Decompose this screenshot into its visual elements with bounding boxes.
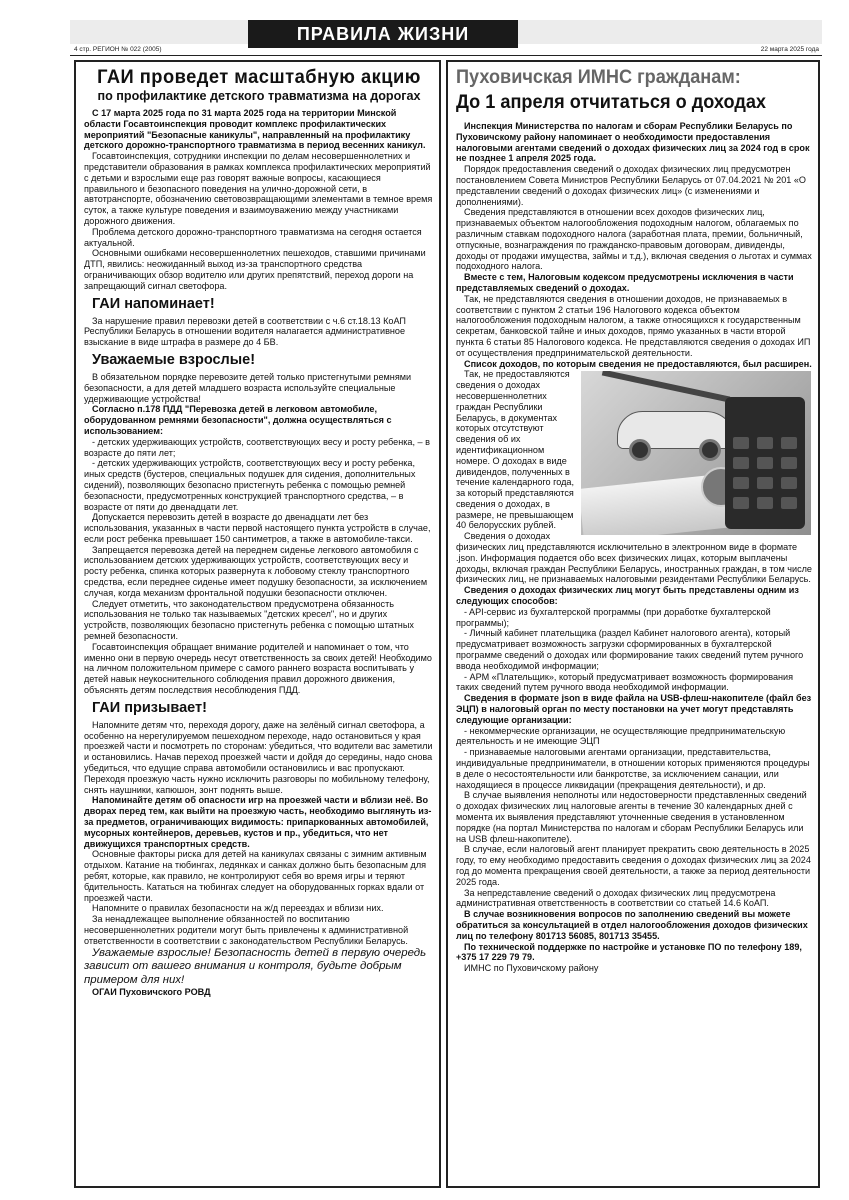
- paragraph: Напоминайте детям об опасности игр на проезжей части и вблизи неё. Во дворах перед тем, как выйти на проезжую часть, необходимо выглянуть из-за предметов, ограничивающих видимость: припаркованных автомобилей, мусорных контейнеров, деревьев, кустов и пр., убедиться, что нет движущихся транспортных средств.: [84, 795, 432, 849]
- paragraph: За ненадлежащее выполнение обязанностей по воспитанию несовершеннолетних родители могут быть привлечены к административной ответственности в соответствии с законодательством Республики Беларусь.: [84, 914, 409, 946]
- paragraph: - признаваемые налоговыми агентами организации, представительства, индивидуальные предприниматели, в отношении которых применяются процедуры в деле о несостоятельности или банкротстве, за исключением санации, или находящиеся в процессе ликвидации (прекращения деятельности), и др.: [456, 747, 810, 790]
- imns-headline: До 1 апреля отчитаться о доходах: [456, 91, 767, 113]
- issue-date: 22 марта 2025 года: [760, 46, 819, 53]
- paragraph: Так, не предоставляются сведения о доходах несовершеннолетних граждан Республики Беларусь, в документах которых отсутствуют сведения об их идентификационном номере. О доходах в виде дивидендов, полученных в течение календарного года, за который представляются сведения о доходах, в размере, не превышающем 40 белорусских рублей.: [456, 369, 574, 531]
- paragraph: Сведения в формате json в виде файла на USB-флеш-накопителе (файл без ЭЦП) в налоговый орган по месту постановки на учет могут представлять следующие организации:: [456, 693, 812, 725]
- paragraph: Проблема детского дорожно-транспортного травматизма на сегодня остается актуальной.: [84, 226, 422, 248]
- paragraph: Госавтоинспекция, сотрудники инспекции по делам несовершеннолетних и представители образования в рамках комплекса профилактических мероприятий с детьми и взрослыми еще раз говорят важные вопросы, касающиеся правильного и безопасного поведения на улично-дорожной сети, в автотранспорте, обозначению световозвращающими элементами в темное время суток, а также культуре поведения и взаимоуважению между участниками дорожного движения.: [84, 151, 433, 226]
- imns-article: [446, 60, 820, 1188]
- paragraph: В случае возникновения вопросов по заполнению сведений вы можете обратиться за консультацией в отдел налогообложения доходов физических лиц по телефону 801713 56085, 801713 35455.: [456, 909, 808, 941]
- paragraph: - детских удерживающих устройств, соответствующих весу и росту ребенка, иных средств (бустеров, специальных подушек для сидения, дополнительных сидений), позволяющих безопасно пристегнуть ребенка с помощью ремней безопасности, предусмотренных конструкцией транспортного средства, – в возрасте от пяти до двенадцати лет.: [84, 458, 416, 512]
- paragraph: За нарушение правил перевозки детей в соответствии с ч.6 ст.18.13 КоАП Республики Беларусь в отношении водителя налагается административное взыскание в виде штрафа в размере до 4 БВ.: [84, 315, 406, 348]
- paragraph: - некоммерческие организации, не осуществляющие предпринимательскую деятельность и не имеющие ЭЦП: [456, 725, 786, 747]
- paragraph: Сведения представляются в отношении всех доходов физических лиц, признаваемых объектом налогообложения подоходным налогом, облагаемых по различным ставкам подоходного налога (заработная плата, премии, больничный, отпускные, вознаграждения по гражданско-правовым договорам, дивиденды, доходы от продажи имущества, займы и т.д.), включая сведения о льготах и суммах подоходного налога.: [456, 207, 812, 272]
- paragraph: В обязательном порядке перевозите детей только пристегнутыми ремнями безопасности, а для детей младшего возраста используйте специальные удерживающие устройства!: [84, 371, 412, 404]
- paragraph: Госавтоинспекция обращает внимание родителей и напоминает о том, что именно они в первую очередь несут ответственность за своих детей! Необходимо на личном положительном примере с самого раннего возраста воспитывать у детей навык неукоснительного соблюдения правил дорожного движения, объяснять детям последствия несоблюдения ПДД.: [84, 641, 432, 696]
- gai-subtitle: по профилактике детского травматизма на дорогах: [97, 89, 421, 103]
- paragraph: Запрещается перевозка детей на переднем сиденье легкового автомобиля с использованием детских удерживающих устройств, соответствующих весу и росту ребенка, спинка которых развернута к лобовому стеклу транспортного средства, если переднее сиденье имеет подушку безопасности, за исключением случая, когда механизм фронтальной подушки безопасности отключен.: [84, 544, 428, 598]
- paragraph: Список доходов, по которым сведения не предоставляются, был расширен.: [464, 358, 812, 369]
- subheading-calls: ГАИ призывает!: [92, 699, 207, 716]
- calculator: [725, 397, 805, 529]
- paragraph: В случае, если налоговый агент планирует прекратить свою деятельность в 2025 году, то ему необходимо предоставить сведения о доходах физических лиц за 2024 год до момента прекращения своей деятельности, а также за период деятельности 2025 года.: [456, 844, 811, 887]
- imns-lead: Инспекция Министерства по налогам и сборам Республики Беларусь по Пуховичскому району напоминает о необходимости предоставления налоговыми агентами сведений о доходах физических лиц за 2024 год в срок не позднее 1 апреля 2025 года.: [456, 121, 810, 164]
- car-wheel: [699, 439, 721, 461]
- header-rule: [70, 55, 822, 56]
- paragraph: Основные факторы риска для детей на каникулах связаны с зимним активным отдыхом. Катание на тюбингах, ледянках и санках должно быть безопасным для ребят, которые, как правило, не контролируют себя во время игры и теряют бдительность. Кататься на тюбингах следует на оборудованных горках вдали от проезжей части.: [84, 849, 427, 903]
- paragraph: - детских удерживающих устройств, соответствующих весу и росту ребенка, – в возрасте до пяти лет;: [84, 436, 430, 458]
- paragraph: Напомните детям что, переходя дорогу, даже на зелёный сигнал светофора, а особенно на нерегулируемом пешеходном переходе, надо остановиться у края проезжей части и посмотреть по сторонам: убедиться, что водители вас заметили и остановились. Начав переход проезжей части и дойдя до середины, надо снова убедиться, что едущие справа автомобили остановились и вас пропускают. Переходя проезжую часть нужно исключить разговоры по мобильному телефону, снять наушники, капюшон, зонт поднять выше.: [84, 719, 433, 795]
- gai-signature: ОГАИ Пуховичского РОВД: [92, 987, 211, 998]
- rubric-title: ПРАВИЛА ЖИЗНИ: [248, 20, 518, 48]
- issue-info: 4 стр. РЕГИОН № 022 (2005): [74, 46, 162, 53]
- paragraph: Напомните о правилах безопасности на ж/д переездах и вблизи них.: [92, 903, 384, 914]
- pen: [602, 371, 730, 402]
- paragraph: - АРМ «Плательщик», который предусматривает возможность формирования таких сведений путем ручного ввода необходимой информации.: [456, 671, 794, 693]
- paragraph: Допускается перевозить детей в возрасте до двенадцати лет без использования, указанных в части первой настоящего пункта устройств в случае, если рост ребенка превышает 150 сантиметров, а также в автомобиле-такси.: [84, 512, 431, 544]
- subheading-adults: Уважаемые взрослые!: [92, 351, 256, 368]
- paragraph: По технической поддержке по настройке и установке ПО по телефону 189, +375 17 229 79 79.: [456, 941, 802, 963]
- paragraph: За непредставление сведений о доходах физических лиц предусмотрена административная ответственность в соответствии со статьей 14.6 КоАП.: [456, 887, 776, 909]
- paragraph: Так, не представляются сведения в отношении доходов, не признаваемых в соответствии с пунктом 2 статьи 196 Налогового кодекса объектом налогообложения подоходным налогом, а также относящихся к государственным секретам, банковской тайне и иных доходов, прямо указанных в части второй пункта 6 статьи 85 Налогового кодекса. Не представляются сведения о доходах ИП от осуществления предпринимательской деятельности.: [456, 293, 811, 358]
- imns-signature: ИМНС по Пуховичскому району: [464, 963, 599, 974]
- gai-title: ГАИ проведет масштабную акцию: [97, 66, 421, 88]
- car-calculator-money-photo: [581, 371, 811, 535]
- paragraph: Следует отметить, что законодательством предусмотрена обязанность использования не только так называемых "детских кресел", но и других устройств, позволяющих безопасно пристегнуть ребенка с помощью штатных ремней безопасности.: [84, 598, 414, 642]
- paragraph: - API-сервис из бухгалтерской программы (при доработке бухгалтерской программы);: [456, 606, 771, 628]
- closing-appeal: Уважаемые взрослые! Безопасность детей в первую очередь зависит от вашего внимания и контроля, будьте добрым примером для них!: [84, 946, 427, 986]
- imns-title: Пуховичская ИМНС гражданам:: [456, 66, 741, 88]
- car-wheel: [629, 439, 651, 461]
- subheading-reminds: ГАИ напоминает!: [92, 295, 215, 312]
- gai-lead: С 17 марта 2025 года по 31 марта 2025 года на территории Минской области Госавтоинспекция проводит комплекс профилактических мероприятий "Безопасные каникулы", направленный на профилактику детского дорожно-транспортного травматизма в период весенних каникул.: [84, 108, 426, 151]
- paragraph: Согласно п.178 ПДД "Перевозка детей в легковом автомобиле, оборудованном ремнями безопасности", должна осуществляться с использованием:: [84, 404, 392, 436]
- paragraph: Сведения о доходах физических лиц представляются исключительно в электронном виде в формате .json. Информация подается обо всех физических лицах, которым выплачены доходы, включая граждан Республики Беларусь, иностранных граждан, в том числе физических лиц, не признаваемых налоговыми резидентами Республики Беларусь.: [456, 531, 812, 585]
- paragraph: Сведения о доходах физических лиц могут быть представлены одним из следующих способов:: [456, 585, 799, 607]
- paragraph: В случае выявления неполноты или недостоверности представленных сведений о доходах физических лиц налоговые агенты в течение 30 календарных дней с момента их выявления представляют уточненные сведения в установленном порядке (на портал Министерства по налогам и сборам Республики Беларусь или на USB флеш-накопителе).: [456, 790, 807, 844]
- gai-article: [74, 60, 441, 1188]
- paragraph: Вместе с тем, Налоговым кодексом предусмотрены исключения в части представляемых сведений о доходах.: [456, 272, 794, 293]
- paragraph: Основными ошибками несовершеннолетних пешеходов, ставшими причинами ДТП, явились: неожиданный выход из-за транспортного средства ограничивающих обзор водителю или других препятствий, переход дороги на запрещающий сигнал светофора.: [84, 248, 426, 291]
- paragraph: Порядок предоставления сведений о доходах физических лиц предусмотрен постановлением Совета Министров Республики Беларусь от 07.04.2021 № 201 «О представлении сведений о доходах физических лиц» (с изменениями и дополнениями).: [456, 164, 806, 207]
- paragraph: - Личный кабинет плательщика (раздел Кабинет налогового агента), который предусматривает возможность загрузки сформированных в бухгалтерской программе сведений о доходах или формирование таких сведений путем ручного ввода необходимой информации;: [456, 628, 804, 671]
